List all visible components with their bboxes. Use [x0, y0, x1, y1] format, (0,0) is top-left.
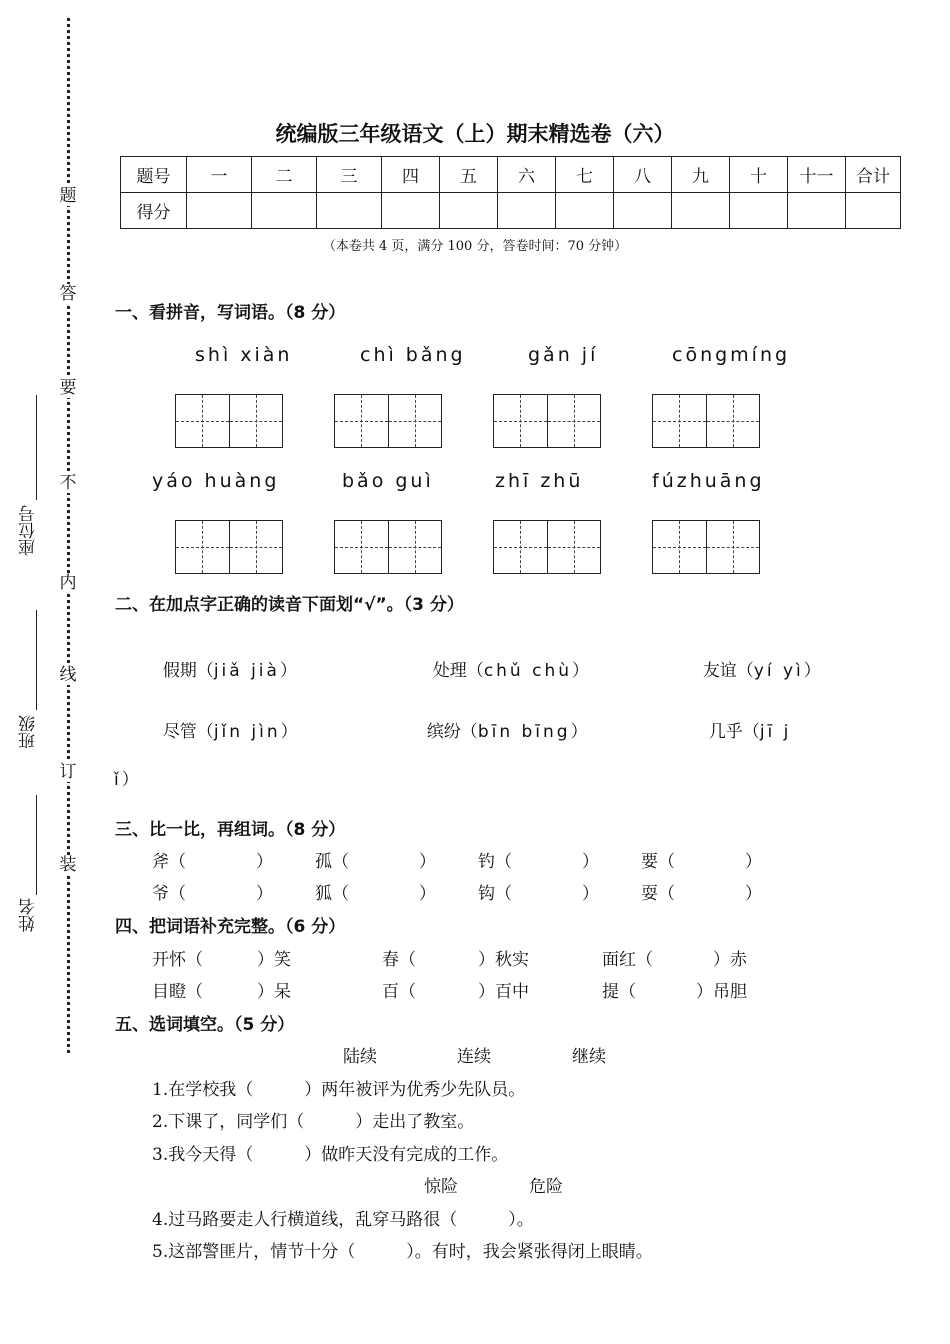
compare-close: ）: [419, 884, 436, 904]
writing-grid[interactable]: [334, 520, 442, 574]
idiom-pre: 百（: [382, 982, 416, 1002]
margin-char-2: 答: [59, 284, 77, 304]
score-cell[interactable]: [672, 193, 730, 229]
score-header-cell: 八: [614, 157, 672, 193]
idiom-item[interactable]: [382, 977, 529, 1002]
compare-item[interactable]: [478, 847, 599, 872]
compare-char: 斧（: [152, 852, 186, 872]
score-header-cell: 七: [556, 157, 614, 193]
compare-char: 孤（: [315, 852, 349, 872]
compare-item[interactable]: [641, 847, 762, 872]
reading-close: ）: [279, 661, 297, 681]
compare-close: ）: [582, 884, 599, 904]
pinyin-word: gǎn jí: [528, 344, 599, 366]
score-header-cell: 十一: [788, 157, 846, 193]
pinyin-word: shì xiàn: [195, 344, 293, 366]
reading-item: [416, 697, 588, 742]
score-row-label: 得分: [121, 193, 187, 229]
score-header-cell: 合计: [846, 157, 901, 193]
score-cell[interactable]: [556, 193, 614, 229]
reading-word: 几乎（: [708, 722, 760, 742]
score-cell[interactable]: [498, 193, 556, 229]
reading-wrap-text: ǐ）: [114, 770, 142, 790]
class-field[interactable]: [14, 715, 44, 749]
name-field[interactable]: [14, 898, 44, 932]
reading-word: 处理（: [432, 661, 484, 681]
compare-item[interactable]: [315, 879, 436, 904]
idiom-post: ）吊胆: [696, 982, 747, 1002]
score-header-cell: 二: [252, 157, 317, 193]
reading-options[interactable]: jī j: [759, 722, 792, 742]
score-cell[interactable]: [614, 193, 672, 229]
writing-grid[interactable]: [652, 520, 760, 574]
section-2-heading: 二、在加点字正确的读音下面划“√”。（3 分）: [115, 595, 464, 615]
section-1-heading: 一、看拼音，写词语。（8 分）: [115, 303, 346, 323]
idiom-item[interactable]: [602, 945, 747, 970]
writing-grid[interactable]: [175, 520, 283, 574]
reading-word: 友谊（: [702, 661, 754, 681]
idiom-post: ）百中: [478, 982, 529, 1002]
word-choice: 继续: [572, 1047, 606, 1067]
score-header-cell: 十: [730, 157, 788, 193]
reading-options[interactable]: bīn bīng: [477, 722, 571, 742]
compare-item[interactable]: [641, 879, 762, 904]
reading-options[interactable]: jǐn jìn: [213, 722, 281, 742]
compare-item[interactable]: [152, 879, 273, 904]
section-3-heading: 三、比一比，再组词。（8 分）: [115, 820, 346, 840]
compare-close: ）: [256, 884, 273, 904]
writing-grid[interactable]: [175, 394, 283, 448]
idiom-item[interactable]: [152, 945, 291, 970]
score-cell[interactable]: [187, 193, 252, 229]
score-header-cell: 九: [672, 157, 730, 193]
score-cell[interactable]: [252, 193, 317, 229]
compare-char: 要（: [641, 852, 675, 872]
idiom-post: ）呆: [257, 982, 291, 1002]
score-cell[interactable]: [730, 193, 788, 229]
reading-item: [152, 636, 297, 681]
reading-item: [698, 697, 791, 742]
class-rule: [36, 610, 37, 710]
class-label: 班级: [19, 715, 39, 749]
pinyin-word: bǎo guì: [342, 470, 434, 492]
score-header-cell: 一: [187, 157, 252, 193]
fill-question-3[interactable]: 3.我今天得（ ）做昨天没有完成的工作。: [152, 1145, 509, 1165]
idiom-pre: 提（: [602, 982, 636, 1002]
score-cell[interactable]: [382, 193, 440, 229]
word-choice: 危险: [529, 1177, 563, 1197]
reading-options[interactable]: chǔ chù: [483, 661, 573, 681]
compare-char: 狐（: [315, 884, 349, 904]
score-cell[interactable]: [317, 193, 382, 229]
idiom-item[interactable]: [382, 945, 529, 970]
score-table: [120, 156, 901, 229]
page-title: 统编版三年级语文（上）期末精选卷（六）: [275, 122, 675, 146]
compare-close: ）: [419, 852, 436, 872]
word-choice: 惊险: [424, 1177, 458, 1197]
reading-item: [692, 636, 821, 681]
writing-grid[interactable]: [652, 394, 760, 448]
reading-word: 尽管（: [162, 722, 214, 742]
score-table-score-row: [121, 193, 901, 229]
score-header-cell: 六: [498, 157, 556, 193]
margin-char-1: 题: [59, 186, 77, 206]
score-header-cell: 五: [440, 157, 498, 193]
margin-char-4: 不: [59, 473, 77, 493]
compare-close: ）: [745, 852, 762, 872]
reading-close: ）: [570, 722, 588, 742]
idiom-post: ）赤: [713, 950, 747, 970]
name-label: 姓名: [19, 898, 39, 932]
compare-char: 钓（: [478, 852, 512, 872]
compare-item[interactable]: [315, 847, 436, 872]
compare-close: ）: [256, 852, 273, 872]
idiom-post: ）笑: [257, 950, 291, 970]
pinyin-word: fúzhuāng: [652, 470, 765, 492]
margin-char-6: 线: [59, 665, 77, 685]
idiom-pre: 目瞪（: [152, 982, 203, 1002]
score-header-cell: 四: [382, 157, 440, 193]
compare-close: ）: [582, 852, 599, 872]
score-cell[interactable]: [846, 193, 901, 229]
idiom-pre: 面红（: [602, 950, 653, 970]
fill-question-1[interactable]: 1.在学校我（ ）两年被评为优秀少先队员。: [152, 1080, 526, 1100]
idiom-post: ）秋实: [478, 950, 529, 970]
section-5-heading: 五、选词填空。（5 分）: [115, 1015, 295, 1035]
score-table-header-row: [121, 157, 901, 193]
compare-char: 钩（: [478, 884, 512, 904]
fill-question-5[interactable]: 5.这部警匪片，情节十分（ ）。有时，我会紧张得闭上眼睛。: [152, 1242, 653, 1262]
writing-grid[interactable]: [493, 394, 601, 448]
pinyin-word: yáo huàng: [152, 470, 280, 492]
compare-char: 爷（: [152, 884, 186, 904]
margin-char-5: 内: [59, 573, 77, 593]
idiom-item[interactable]: [152, 977, 291, 1002]
binding-dotted-line: [67, 18, 70, 1053]
exam-note: （本卷共 4 页，满分 100 分，答卷时间：70 分钟）: [322, 239, 628, 254]
section-4-heading: 四、把词语补充完整。（6 分）: [115, 917, 346, 937]
reading-close: ）: [572, 661, 590, 681]
compare-item[interactable]: [478, 879, 599, 904]
reading-word: 假期（: [162, 661, 214, 681]
word-choice: 陆续: [343, 1047, 377, 1067]
margin-char-3: 要: [59, 378, 77, 398]
reading-item: [422, 636, 589, 681]
pinyin-word: cōngmíng: [672, 344, 791, 366]
idiom-item[interactable]: [602, 977, 747, 1002]
idiom-pre: 春（: [382, 950, 416, 970]
pinyin-word: chì bǎng: [360, 344, 466, 366]
fill-question-2[interactable]: 2.下课了，同学们（ ）走出了教室。: [152, 1112, 475, 1132]
seat-number-label: 座位号: [19, 505, 39, 556]
score-header-cell: 题号: [121, 157, 187, 193]
writing-grid[interactable]: [493, 520, 601, 574]
score-cell[interactable]: [440, 193, 498, 229]
reading-word: 缤纷（: [426, 722, 478, 742]
fill-question-4[interactable]: 4.过马路要走人行横道线，乱穿马路很（ ）。: [152, 1210, 534, 1230]
writing-grid[interactable]: [334, 394, 442, 448]
compare-item[interactable]: [152, 847, 273, 872]
compare-close: ）: [745, 884, 762, 904]
idiom-pre: 开怀（: [152, 950, 203, 970]
seat-number-field[interactable]: [14, 505, 44, 556]
score-cell[interactable]: [788, 193, 846, 229]
score-header-cell: 三: [317, 157, 382, 193]
reading-close: ）: [280, 722, 298, 742]
reading-options[interactable]: jiǎ jià: [213, 661, 280, 681]
name-rule: [36, 795, 37, 895]
margin-char-7: 订: [59, 762, 77, 782]
compare-char: 耍（: [641, 884, 675, 904]
reading-item: [152, 697, 298, 742]
word-choice: 连续: [457, 1047, 491, 1067]
margin-char-8: 装: [59, 855, 77, 875]
seat-number-rule: [36, 395, 37, 500]
pinyin-word: zhī zhū: [495, 470, 584, 492]
reading-options[interactable]: yí yì: [753, 661, 804, 681]
reading-close: ）: [803, 661, 821, 681]
